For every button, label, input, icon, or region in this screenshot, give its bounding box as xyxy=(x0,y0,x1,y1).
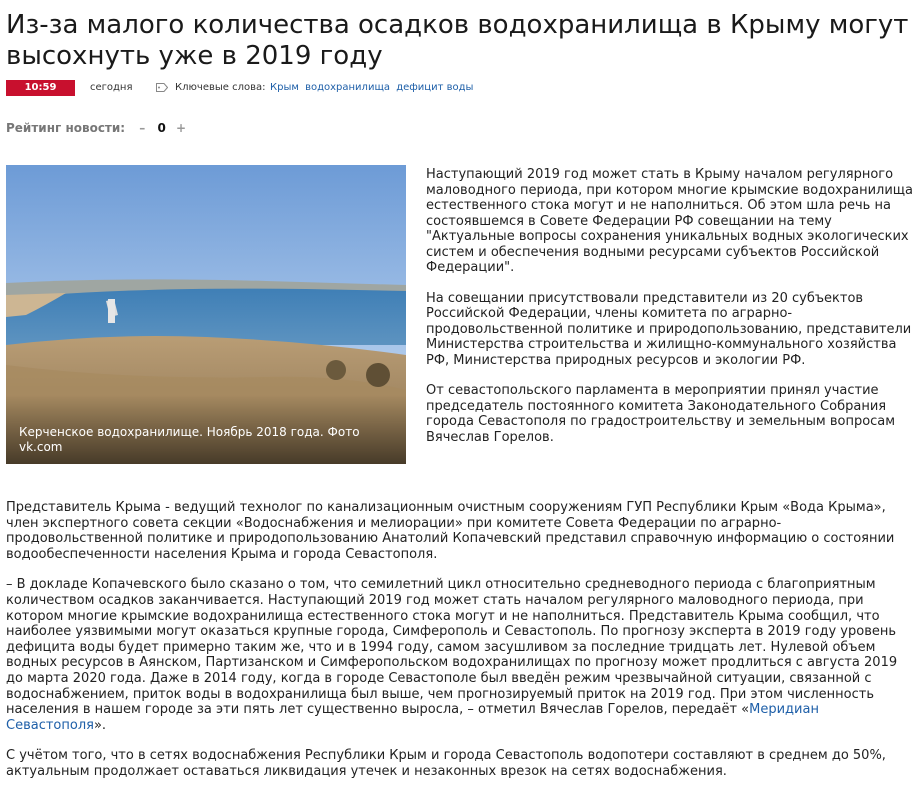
paragraph: Наступающий 2019 год может стать в Крыму началом регулярного маловодного периода, при котором многие крымские водохранилища естественного стока могут и не наполниться. Об этом шла речь на состоявшемся в Совете Федерации РФ совещании на тему "Актуальные вопросы сохранения уникальных водных экологических систем и обеспечения водными ресурсами субъектов Российской Федерации". xyxy=(426,167,913,275)
paragraph: Представитель Крыма - ведущий технолог по канализационным очистным сооружениям ГУП Республики Крым «Вода Крыма», член экспертного совета секции «Водоснабжения и мелиорации» при комитете Совета Федерации по аграрно-продовольственной политике и природопользованию Анатолий Копачевский представил справочную информацию о состоянии водообеспеченности населения Крыма и города Севастополя. xyxy=(6,500,895,562)
paragraph: На совещании присутствовали представители из 20 субъектов Российской Федерации, члены комитета по аграрно-продовольственной политике и природопользованию, представители Министерства строительства и жилищно-коммунального хозяйства РФ, Министерства природных ресурсов и экологии РФ. xyxy=(426,290,912,368)
paragraph xyxy=(6,577,912,733)
article-meta xyxy=(6,80,911,96)
rating-label: Рейтинг новости: xyxy=(6,121,126,135)
paragraph: С учётом того, что в сетях водоснабжения Республики Крым и города Севастополь водопотери составляют в среднем до 50%, актуальным продолжает оставаться ликвидация утечек и незаконных врезок на сетях водоснабжения. xyxy=(6,748,886,779)
rating-minus-button[interactable]: – xyxy=(139,121,146,135)
reservoir-photo xyxy=(6,165,406,464)
tag-icon xyxy=(156,83,168,92)
paragraph: От севастопольского парламента в мероприятии принял участие председатель постоянного комитета Законодательного Собрания города Севастополя по градостроительству и земельным вопросам Вячеслав Горелов. xyxy=(426,383,896,445)
keyword-link[interactable]: Крым xyxy=(270,82,299,93)
rating-value: 0 xyxy=(157,121,166,135)
article-date: сегодня xyxy=(90,82,133,93)
paragraph-text: – В докладе Копачевского было сказано о том, что семилетний цикл относительно средневодного периода с благоприятным количеством осадков заканчивается. Наступающий 2019 год может стать началом регулярного маловодного периода, при котором многие крымские водохранилища естественного стока могут и не наполниться. Представитель Крыма сообщил, что наиболее уязвимыми могут оказаться крупные города, Симферополь и Севастополь. По прогнозу эксперта в 2019 году уровень дефицита воды будет примерно таким же, что и в 1994 году, самом засушливом за последние тридцать лет. Нулевой объем водных ресурсов в Аянском, Партизанском и Симферопольском водохранилищах по прогнозу может продлиться с августа 2019 до марта 2020 года. Даже в 2014 году, когда в городе Севастополе был введён режим чрезвычайной ситуации, связанной с водоснабжением, приток воды в водохранилища был выше, чем прогнозируемый приток на 2019 год. При этом численность населения в нашем городе за эти пять лет существенно выросла, – отметил Вячеслав Горелов, передаёт « xyxy=(6,577,898,718)
paragraph-text-end: ». xyxy=(93,717,107,733)
news-rating xyxy=(6,120,186,136)
article-body xyxy=(6,500,912,795)
photo-caption: Керченское водохранилище. Ноябрь 2018 года. Фото vk.com xyxy=(19,425,360,454)
lead-column xyxy=(426,167,916,460)
keywords-label: Ключевые слова: xyxy=(175,82,266,93)
time-badge: 10:59 xyxy=(6,80,75,96)
keywords-list xyxy=(270,80,476,96)
rating-plus-button[interactable]: + xyxy=(176,121,187,135)
keyword-link[interactable]: водохранилища xyxy=(305,82,390,93)
source-link[interactable]: Меридиан Севастополя xyxy=(6,702,819,733)
article-title: Из-за малого количества осадков водохранилища в Крыму могут высохнуть уже в 2019 году xyxy=(6,10,909,71)
keyword-link[interactable]: дефицит воды xyxy=(396,82,474,93)
article-photo xyxy=(6,165,406,464)
